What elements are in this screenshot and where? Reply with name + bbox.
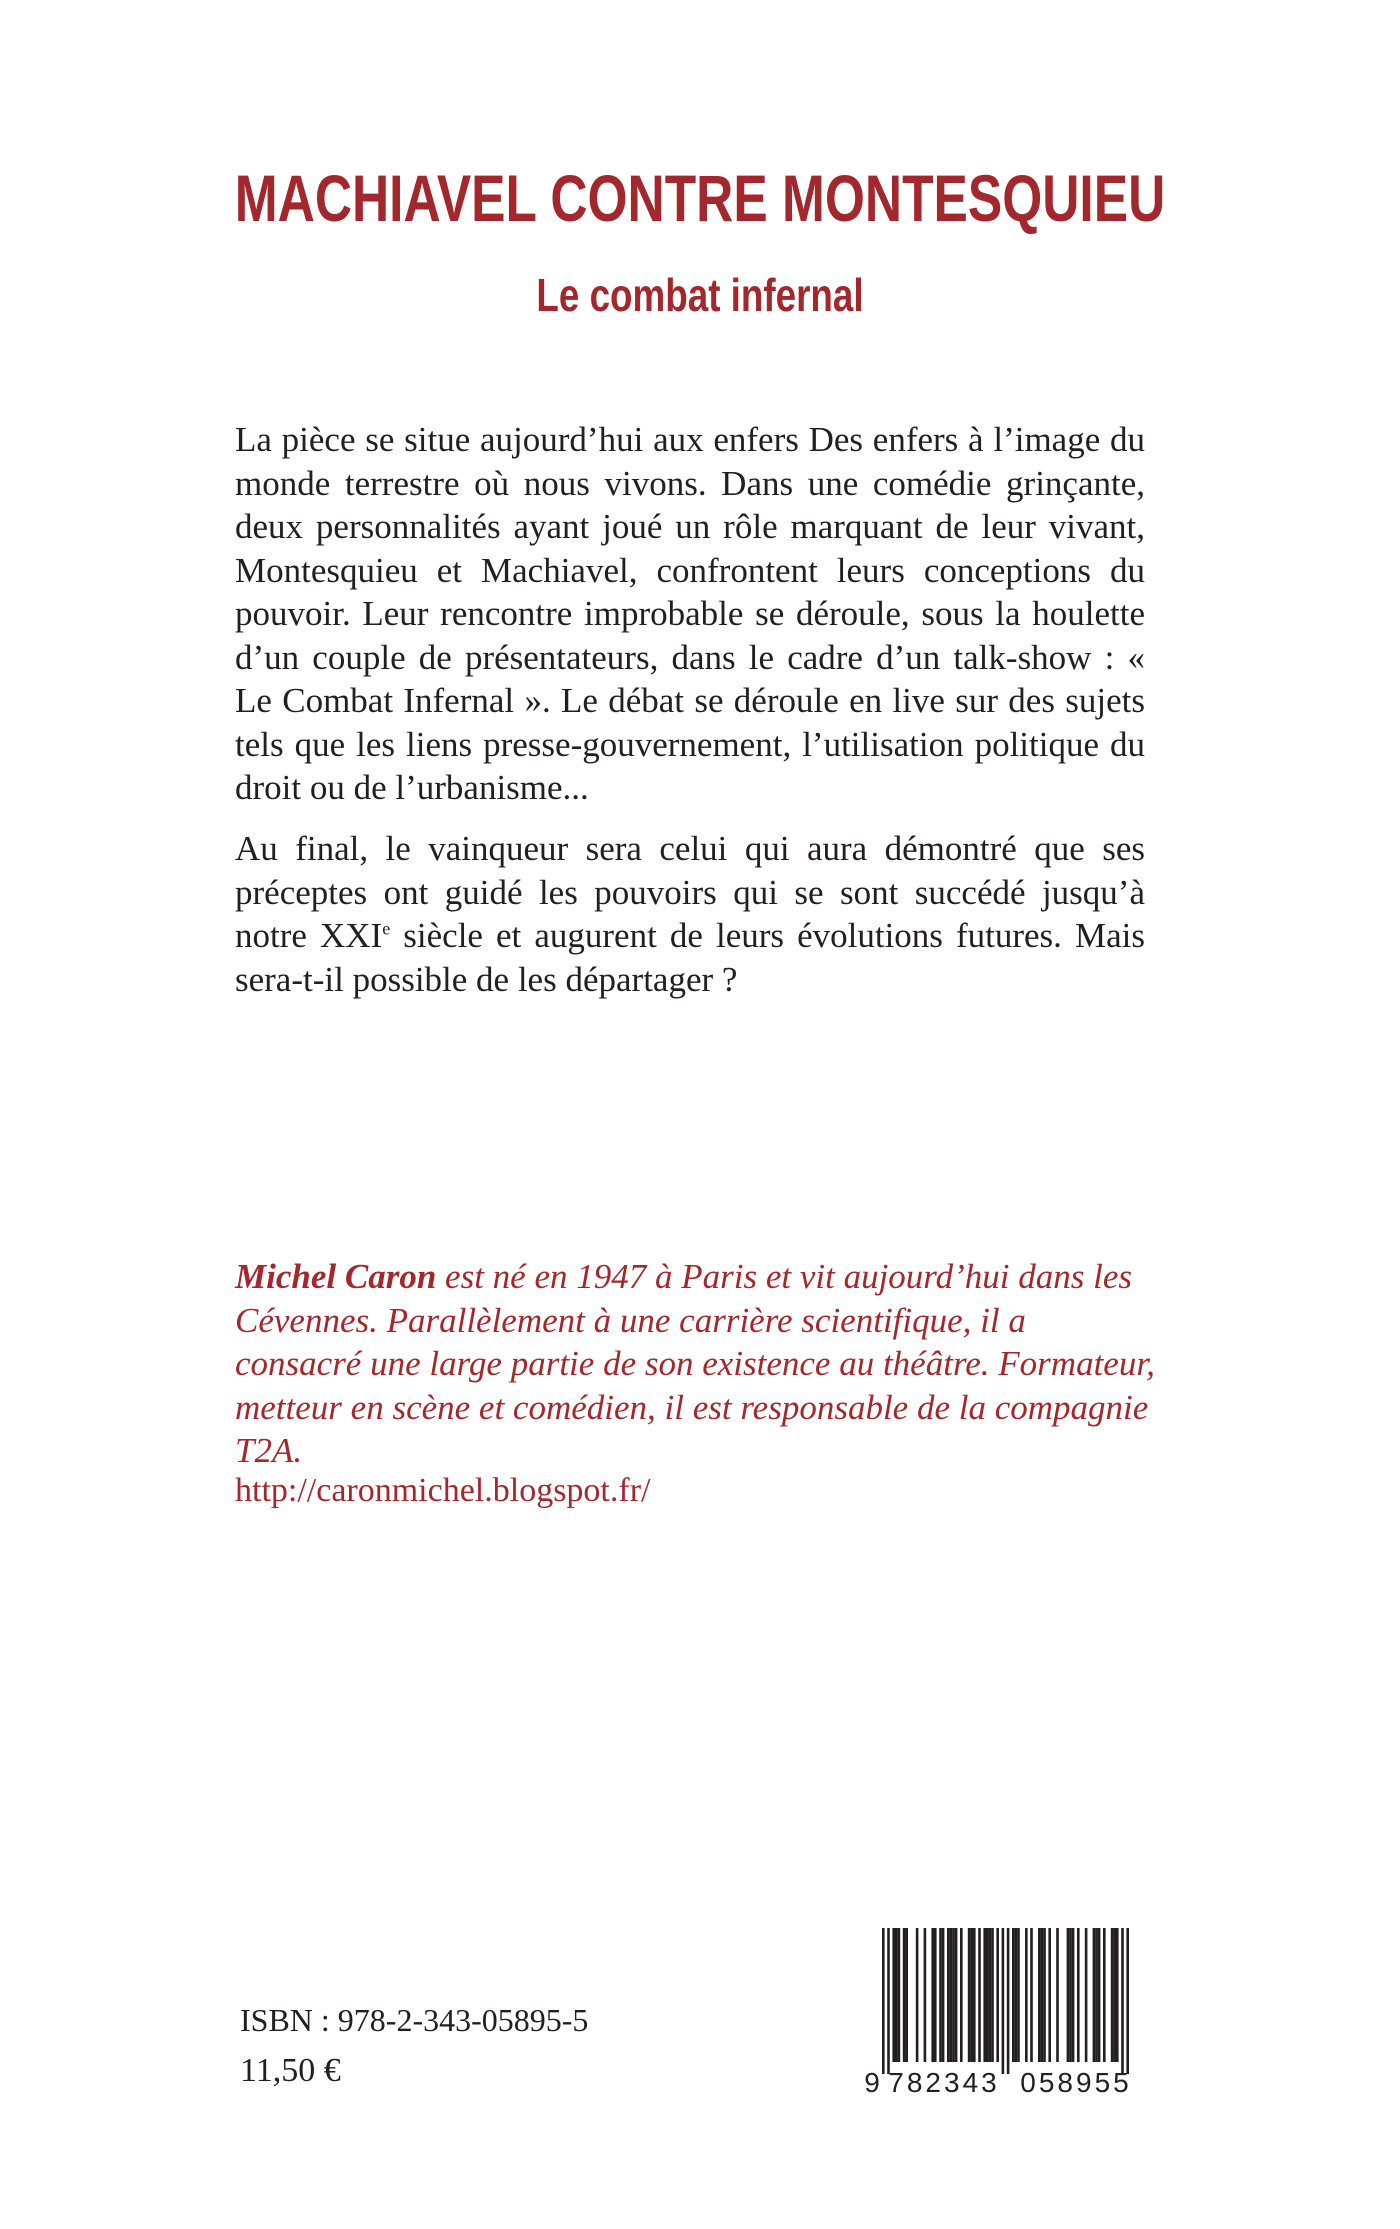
barcode-bar: [1017, 1928, 1020, 2062]
barcode-bar: [1038, 1928, 1041, 2062]
barcode-bar: [1126, 1928, 1129, 2074]
barcode-bar: [1072, 1928, 1075, 2062]
barcode-bar: [1030, 1928, 1033, 2062]
barcode-bar: [916, 1928, 919, 2062]
barcode-bar: [1007, 1928, 1010, 2074]
barcode-bar: [1041, 1928, 1044, 2062]
barcode-bar: [1015, 1928, 1018, 2062]
barcode-bar: [1098, 1928, 1101, 2062]
barcode-bar: [952, 1928, 955, 2062]
price: 11,50 €: [240, 2052, 341, 2089]
barcode-bar: [955, 1928, 958, 2062]
barcode-bar: [1069, 1928, 1072, 2062]
author-bio-text: est né en 1947 à Paris et vit aujourd’hui dans les Cévennes. Parallèlement à une carrière scientifique, il a consacré une large partie de son existence au théâtre. Formateur, metteur en scène et comédien, il est responsable de la compagnie T2A.: [235, 1257, 1155, 1470]
summary-paragraph-2: [235, 827, 1145, 1001]
barcode-bar: [939, 1928, 942, 2062]
summary-paragraph-1: La pièce se situe aujourd’hui aux enfers Des enfers à l’image du monde terrestre où nous vivons. Dans une comédie grinçante, deux personnalités ayant joué un rôle marquant de leur vivant, Montesquieu et Machiavel, confrontent leurs conceptions du pouvoir. Leur rencontre improbable se déroule, sous la houlette d’un couple de présentateurs, dans le cadre d’un talk-show : « Le Combat Infernal ». Le débat se déroule en live sur des sujets tels que les liens presse-gouvernement, l’utilisation politique du droit ou de l’urbanisme...: [235, 420, 1145, 807]
author-name: Michel Caron: [235, 1257, 437, 1296]
barcode-bar: [947, 1928, 950, 2062]
barcode-bar: [1116, 1928, 1119, 2062]
book-title: MACHIAVEL CONTRE MONTESQUIEU: [234, 161, 1166, 235]
barcode-left-group: 782343: [888, 2067, 1000, 2098]
barcode-bar: [973, 1928, 976, 2062]
summary-p2-text: Au final, le vainqueur sera celui qui aura démontré que ses préceptes ont guidé les pouvoirs qui se sont succédé jusqu’à notre XXI: [235, 829, 1145, 955]
author-bio: [235, 1255, 1155, 1473]
author-website: http://caronmichel.blogspot.fr/: [235, 1472, 651, 1509]
barcode-bar: [934, 1928, 937, 2062]
barcode-bar: [905, 1928, 908, 2062]
barcode-bar: [1025, 1928, 1028, 2062]
barcode-bar: [924, 1928, 927, 2062]
barcode-bar: [1002, 1928, 1005, 2074]
barcode-bar: [931, 1928, 934, 2062]
barcode-bar: [1095, 1928, 1098, 2062]
isbn: ISBN : 978-2-343-05895-5: [240, 2002, 589, 2038]
book-subtitle: Le combat infernal: [536, 269, 864, 321]
barcode-bar: [1056, 1928, 1059, 2062]
barcode-bar: [1048, 1928, 1051, 2062]
barcode-bar: [968, 1928, 971, 2062]
barcode-bar: [1111, 1928, 1114, 2062]
barcode-bar: [898, 1928, 901, 2062]
barcode-first-digit: 9: [864, 2067, 880, 2098]
barcode-bar: [1121, 1928, 1124, 2074]
barcode-bar: [978, 1928, 981, 2062]
barcode-bar: [895, 1928, 898, 2062]
barcode-bar: [887, 1928, 890, 2074]
barcode-bar: [882, 1928, 885, 2074]
barcode-bar: [1012, 1928, 1015, 2062]
barcode-bar: [991, 1928, 994, 2062]
barcode-bar: [1085, 1928, 1088, 2062]
barcode-bar: [989, 1928, 992, 2062]
barcode-bar: [1043, 1928, 1046, 2062]
barcode: [864, 1924, 1146, 2100]
barcode-bar: [1067, 1928, 1070, 2062]
barcode-bar: [983, 1928, 986, 2062]
barcode-bars: [882, 1928, 1129, 2074]
barcode-bar: [942, 1928, 945, 2062]
barcode-bar: [996, 1928, 999, 2062]
century-superscript: e: [382, 918, 391, 939]
barcode-bar: [1077, 1928, 1080, 2062]
barcode-bar: [903, 1928, 906, 2062]
summary-p2-text-end: siècle et augurent de leurs évolutions futures. Mais sera-t-il possible de les départager ?: [235, 916, 1146, 999]
barcode-bar: [986, 1928, 989, 2062]
barcode-bar: [892, 1928, 895, 2062]
barcode-bar: [1103, 1928, 1106, 2062]
barcode-bar: [1093, 1928, 1096, 2062]
barcode-bar: [970, 1928, 973, 2062]
barcode-bar: [1113, 1928, 1116, 2062]
barcode-bar: [950, 1928, 953, 2062]
barcode-bar: [960, 1928, 963, 2062]
barcode-right-group: 058955: [1020, 2067, 1132, 2098]
